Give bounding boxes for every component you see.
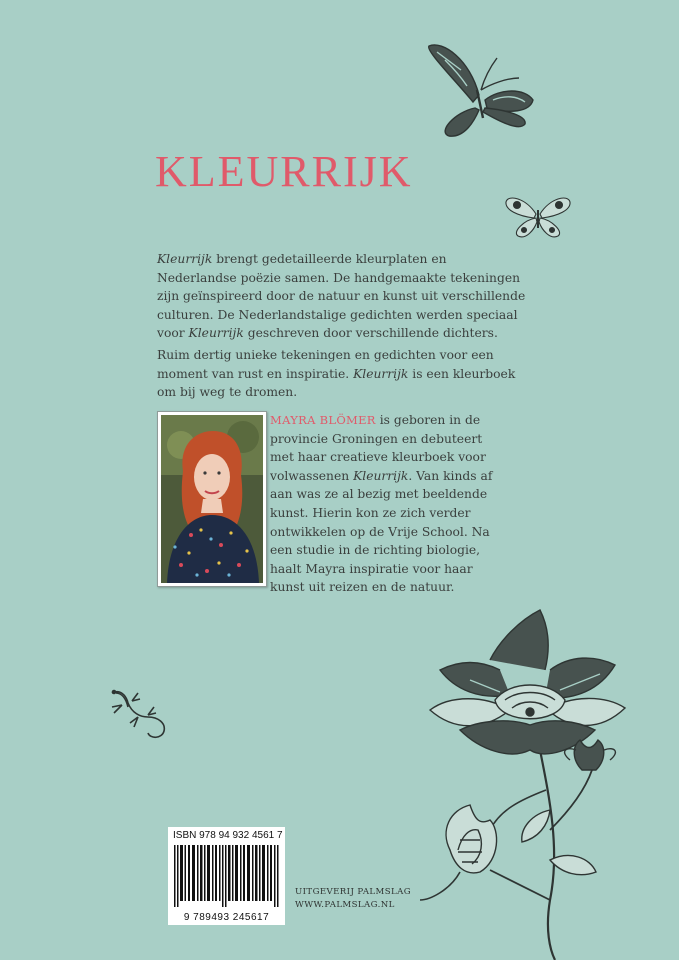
intro-text-1b: geschreven door verschillende dichters. — [243, 326, 498, 341]
butterfly-large-illustration — [415, 40, 555, 140]
book-title: KLEURRIJK — [155, 147, 413, 196]
author-bio-text-a: is geboren in de provincie Groningen en debuteert met haar creatieve kleurboek voor volwassenen — [270, 413, 486, 483]
isbn-number: ISBN 978 94 932 4561 7 — [173, 830, 283, 841]
book-title-inline: Kleurrijk — [188, 326, 244, 341]
author-photo — [157, 411, 267, 587]
intro-text-2b: is een kleurboek om bij weg te dromen. — [157, 366, 516, 400]
book-title-inline: Kleurrijk — [353, 366, 409, 381]
intro-text-1a: brengt gedetailleerde kleurplaten en Nederlandse poëzie samen. De handgemaakte tekeningen zijn geïnspireerd door de natuur en kunst uit verschillende culturen. De Nederlandstalige gedichten werden speciaal voor — [157, 252, 526, 341]
author-bio-text-b: . Van kinds af aan was ze al bezig met beeldende kunst. Hierin kon ze zich verder ontwikkelen op de Vrije School. Na een studie in de richting biologie, haalt Mayra inspiratie voor haar kunst uit reizen en de natuur. — [270, 468, 493, 595]
book-title-inline: Kleurrijk — [157, 252, 213, 266]
isbn-barcode — [168, 827, 285, 925]
barcode-bars — [174, 845, 279, 907]
flower-illustration — [400, 600, 640, 960]
book-title-inline: Kleurrijk — [353, 468, 409, 483]
barcode-digits: 9 789493 245617 — [183, 912, 270, 923]
author-bio — [270, 411, 495, 597]
intro-paragraph-2 — [157, 346, 527, 402]
intro-paragraph-1 — [157, 250, 527, 343]
author-name: MAYRA BLÖMER — [270, 413, 376, 427]
publisher-info — [295, 886, 411, 912]
lizard-illustration — [104, 683, 174, 743]
publisher-name: UITGEVERIJ PALMSLAG — [295, 887, 411, 897]
butterfly-small-illustration — [502, 192, 574, 242]
publisher-website: WWW.PALMSLAG.NL — [295, 900, 395, 910]
intro-text-2a: Ruim dertig unieke tekeningen en gedichten voor een moment van rust en inspiratie. — [157, 348, 494, 381]
